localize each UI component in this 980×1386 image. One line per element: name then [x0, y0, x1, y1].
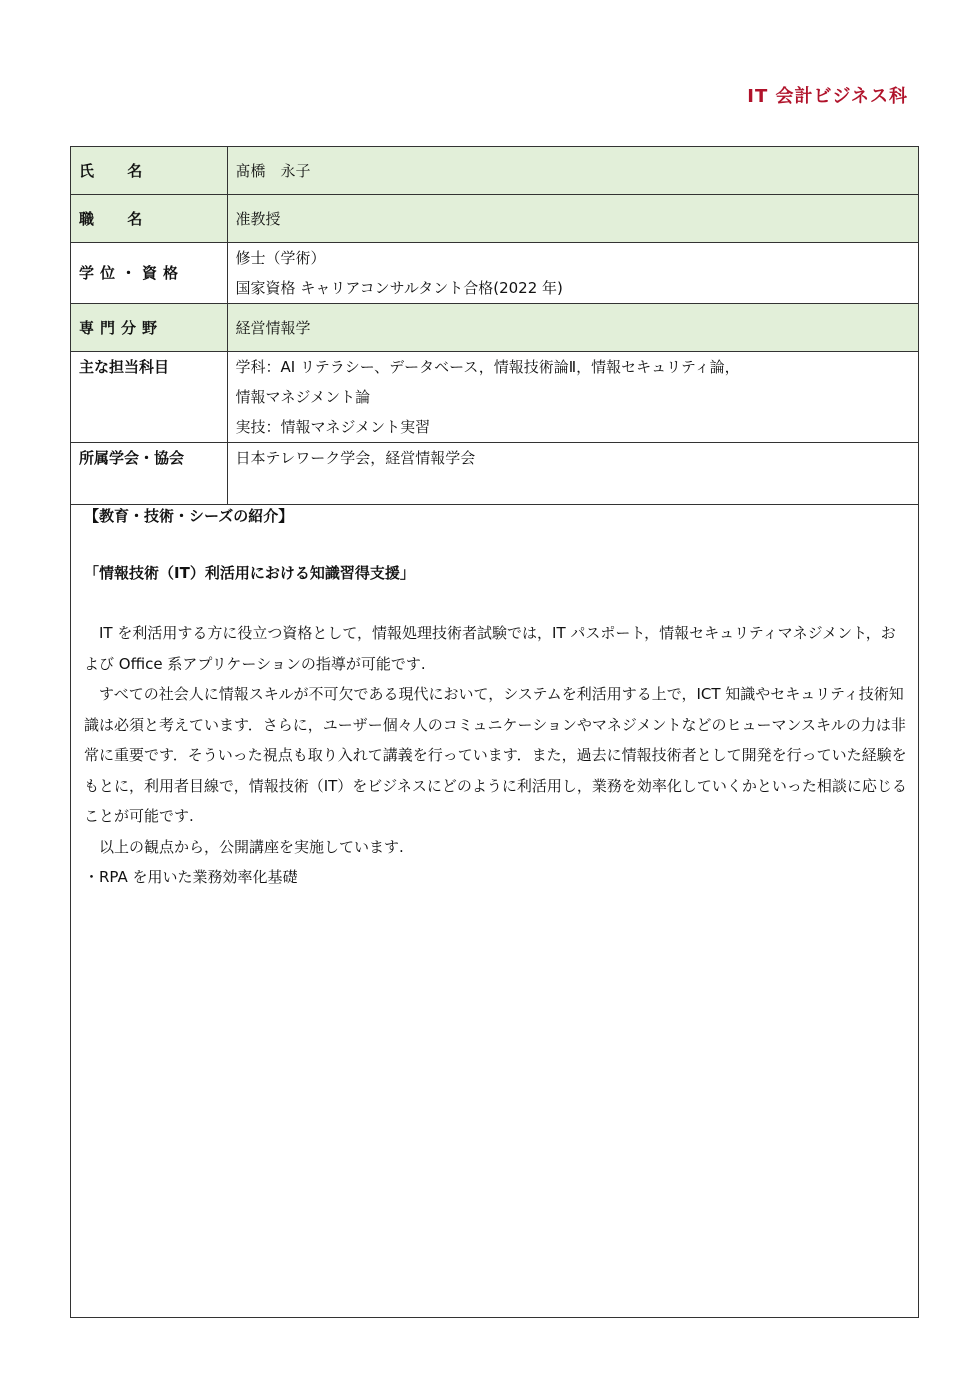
name-row: [71, 147, 919, 195]
intro-paragraph: すべての社会人に情報スキルが不可欠である現代において，システムを利活用する上で，ICT 知識やセキュリティ技術知識は必須と考えています．さらに，ユーザー個々人のコミュニケーションやマネジメントなどのヒューマンスキルの力は非常に重要です．そういった視点も取り入れて講義を行っています．また，過去に情報技術者として開発を行っていた経験をもとに，利用者目線で，情報技術（IT）をビジネスにどのように利活用し，業務を効率化していくかといった相談に応じることが可能です.: [84, 685, 907, 825]
society-row: [71, 443, 919, 505]
subjects-label: 主な担当科目: [71, 352, 228, 443]
subjects-line: 情報マネジメント論: [235, 388, 371, 406]
degree-line: 国家資格 キャリアコンサルタント合格(2022 年): [235, 279, 563, 297]
title-value: 准教授: [227, 195, 918, 243]
title-row: [71, 195, 919, 243]
intro-bullet: ・RPA を用いた業務効率化基礎: [84, 868, 298, 886]
degree-label: 学位・資格: [71, 243, 228, 304]
intro-heading: 【教育・技術・シーズの紹介】: [84, 507, 294, 525]
degree-value: [227, 243, 918, 304]
degree-line: 修士（学術）: [235, 249, 326, 267]
intro-section: [70, 500, 919, 1318]
name-value: 髙橋 永子: [227, 147, 918, 195]
intro-subtitle: 「情報技術（IT）利活用における知識習得支援」: [84, 564, 415, 582]
intro-paragraph: IT を利活用する方に役立つ資格として，情報処理技術者試験では，IT パスポート，情報セキュリティマネジメント，および Office 系アプリケーションの指導が可能です.: [84, 624, 896, 673]
field-row: [71, 304, 919, 352]
society-label: 所属学会・協会: [71, 443, 228, 505]
subjects-line: 実技：情報マネジメント実習: [235, 418, 431, 436]
name-label: 氏 名: [71, 147, 228, 195]
intro-paragraph: 以上の観点から，公開講座を実施しています.: [84, 837, 404, 856]
subjects-line: 学科：AI リテラシー、データベース，情報技術論Ⅱ，情報セキュリティ論，: [235, 358, 740, 376]
intro-body: [84, 618, 908, 893]
title-label: 職 名: [71, 195, 228, 243]
field-value: 経営情報学: [227, 304, 918, 352]
society-value: 日本テレワーク学会，経営情報学会: [227, 443, 918, 505]
field-label: 専門分野: [71, 304, 228, 352]
subjects-value: [227, 352, 918, 443]
profile-table: [70, 146, 919, 505]
department-label: IT 会計ビジネス科: [747, 86, 908, 107]
degree-row: [71, 243, 919, 304]
subjects-row: [71, 352, 919, 443]
